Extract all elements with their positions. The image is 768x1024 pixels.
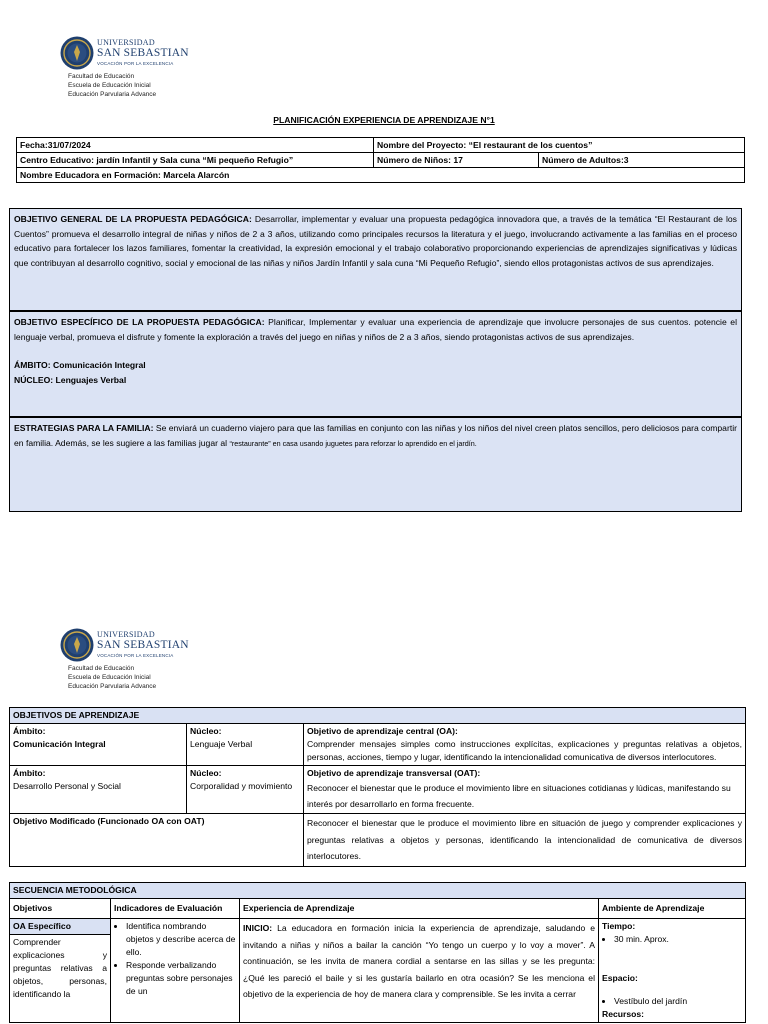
ambito-value: Desarrollo Personal y Social: [13, 781, 121, 791]
nucleo-label: Núcleo:: [190, 726, 222, 736]
tiempo-label: Tiempo:: [602, 921, 636, 931]
faculty-line: Educación Parvularia Advance: [68, 91, 157, 98]
nucleo-value: Lenguaje Verbal: [190, 739, 253, 749]
ambiente-cell: [599, 919, 746, 1023]
oat-label: Objetivo de aprendizaje transversal (OAT):: [307, 768, 481, 778]
ambito-cell: [10, 766, 187, 814]
col-ambiente: Ambiente de Aprendizaje: [599, 899, 746, 919]
university-tagline: VOCACIÓN POR LA EXCELENCIA: [97, 60, 174, 66]
oa-central-text: Comprender mensajes simples como instrucciones explícitas, explicaciones y preguntas relativas a objetos, personas, acciones, tiempo y lugar, identificando la intencionalidad comunicativa de diversos interlocutores.: [307, 739, 742, 762]
objetivo-general-text: Desarrollar, implementar y evaluar una propuesta pedagógica innovadora que, a través de la temática “El Restaurant de los Cuentos” promueva el desarrollo integral de niñas y niños de 2 a 3 años, utilizando como principales recursos la literatura y el juego, involucrando activamente a las familias en el proceso educativo para fortalecer los lazos familiares, fomentar la creatividad, la expresión emocional y el trabajo colaborativo proporcionando experiencias de aprendizajes significativas y lúdicas que contribuyan al desarrollo cognitivo, social y emocional de las niñas y niños Jardín Infantil y sala cuna “Mi Pequeño Refugio”, siendo ellos protagonistas activos de sus aprendizajes.: [14, 214, 737, 268]
university-tagline: VOCACIÓN POR LA EXCELENCIA: [97, 652, 174, 658]
ninos-cell: Número de Niños: 17: [374, 153, 539, 168]
university-line2: SAN SEBASTIAN: [97, 47, 189, 59]
ambito-label: Ámbito:: [13, 726, 46, 736]
indicadores-list: [114, 920, 236, 998]
nucleo-cell: [187, 766, 304, 814]
page-title: PLANIFICACIÓN EXPERIENCIA DE APRENDIZAJE N°1: [273, 115, 495, 125]
ambito-cell: [10, 724, 187, 766]
info-table: [16, 137, 745, 183]
university-name: [97, 631, 189, 658]
oat-cell: [304, 766, 746, 814]
objetivos-heading: OBJETIVOS DE APRENDIZAJE: [10, 708, 746, 724]
faculty-text: [68, 72, 156, 99]
objetivo-general-label: OBJETIVO GENERAL DE LA PROPUESTA PEDAGÓGICA:: [14, 214, 252, 224]
objetivo-especifico-text: Planificar, Implementar y evaluar una experiencia de aprendizaje que involucre personajes de sus cuentos. potencie el lenguaje verbal, promueva el disfrute y fomente la exploración a través del juego en niñas y niños de 2 a 3 años, siendo protagonistas activos de sus aprendizajes.: [14, 317, 737, 342]
indicadores-cell: [111, 919, 240, 1023]
nucleo-text: NÚCLEO: Lenguajes Verbal: [14, 374, 127, 385]
university-seal-icon: [60, 36, 94, 70]
objetivos-table: [9, 707, 746, 867]
objetivo-general-box: [9, 208, 742, 311]
university-line2: SAN SEBASTIAN: [97, 639, 189, 651]
col-objetivos: Objetivos: [10, 899, 111, 919]
university-seal-icon: [60, 628, 94, 662]
inicio-label: INICIO:: [243, 923, 273, 933]
faculty-line: Escuela de Educación Inicial: [68, 82, 151, 89]
centro-cell: Centro Educativo: jardín Infantil y Sala cuna “Mi pequeño Refugio”: [17, 153, 374, 168]
faculty-line: Facultad de Educación: [68, 73, 135, 80]
objetivo-especifico-label: OBJETIVO ESPECÍFICO DE LA PROPUESTA PEDAGÓGICA:: [14, 317, 265, 327]
university-line1: UNIVERSIDAD: [97, 630, 155, 639]
adultos-cell: Número de Adultos:3: [539, 153, 745, 168]
estrategias-label: ESTRATEGIAS PARA LA FAMILIA:: [14, 423, 154, 433]
recursos-label: Recursos:: [602, 1009, 645, 1019]
col-experiencia: Experiencia de Aprendizaje: [240, 899, 599, 919]
estrategias-text: Se enviará un cuaderno viajero para que las familias en conjunto con las niñas y los niños del nivel creen platos sencillos, pero deliciosos para compartir en familia. Además, se les sugiere a las familias jugar al: [14, 423, 737, 448]
experiencia-cell: [240, 919, 599, 1023]
inicio-text: La educadora en formación inicia la experiencia de aprendizaje, saludando e invitando a niñas y niños a bailar la canción “Yo tengo un cuerpo y lo voy a mover”. A continuación, se les invita de manera cordial a sentarse en las sillas y se les pregunta: ¿Qué les pareció el baile y si les gustaría bailarlo en otra ocasión? Se les menciona el objetivo de la experiencia de hoy de manera clara y comprensible. Se les invita a cerrar: [243, 923, 595, 999]
espacio-item: • Vestíbulo del jardín: [614, 995, 742, 1008]
secuencia-heading: SECUENCIA METODOLÓGICA: [10, 883, 746, 899]
faculty-line: Facultad de Educación: [68, 665, 135, 672]
oa-central-label: Objetivo de aprendizaje central (OA):: [307, 726, 458, 736]
proyecto-cell: Nombre del Proyecto: “El restaurant de los cuentos”: [374, 138, 745, 153]
oa-especifico-text: Comprender explicaciones y preguntas relativas a objetos, personas, identificando la: [13, 937, 107, 999]
nucleo-value: Corporalidad y movimiento: [190, 781, 293, 791]
educadora-cell: Nombre Educadora en Formación: Marcela Alarcón: [17, 168, 745, 183]
faculty-text: [68, 664, 156, 691]
estrategias-text-small: “restaurante” en casa usando juguetes para reforzar lo aprendido en el jardín.: [229, 438, 477, 448]
ambito-value: Comunicación Integral: [13, 739, 106, 749]
ambito-text: ÁMBITO: Comunicación Integral: [14, 360, 146, 371]
objetivos-cell: [10, 919, 111, 1023]
objetivo-modificado-text: Reconocer el bienestar que le produce el movimiento libre en situación de juego y comprender explicaciones y preguntas relativas a objetos y personas, identificando la intencionalidad de comunicativa de diversos interlocutores.: [304, 814, 746, 867]
secuencia-clip: [9, 882, 746, 1024]
nucleo-cell: [187, 724, 304, 766]
fecha-cell: Fecha:31/07/2024: [17, 138, 374, 153]
indicador-item: • Identifica nombrando objetos y describe acerca de ello.: [126, 920, 236, 959]
col-indicadores: Indicadores de Evaluación: [111, 899, 240, 919]
oa-central-cell: [304, 724, 746, 766]
objetivo-especifico-box: [9, 311, 742, 417]
oat-text: Reconocer el bienestar que le produce el movimiento libre en situaciones cotidianas y lúdicas, manifestando su interés por desarrollarlo en forma frecuente.: [307, 783, 731, 809]
faculty-line: Escuela de Educación Inicial: [68, 674, 151, 681]
espacio-list: [602, 995, 742, 1008]
espacio-label: Espacio:: [602, 973, 638, 983]
ambito-label: Ámbito:: [13, 768, 46, 778]
university-line1: UNIVERSIDAD: [97, 38, 155, 47]
oa-especifico-label: OA Específico: [10, 919, 110, 935]
secuencia-table: [9, 882, 746, 1023]
indicador-item: • Responde verbalizando preguntas sobre personajes de un: [126, 959, 236, 998]
tiempo-item: • 30 min. Aprox.: [614, 933, 742, 946]
tiempo-list: [602, 933, 742, 946]
faculty-line: Educación Parvularia Advance: [68, 683, 157, 690]
university-name: [97, 39, 189, 66]
estrategias-familia-box: [9, 417, 742, 512]
nucleo-label: Núcleo:: [190, 768, 222, 778]
objetivo-modificado-label: Objetivo Modificado (Funcionado OA con OAT): [10, 814, 304, 867]
